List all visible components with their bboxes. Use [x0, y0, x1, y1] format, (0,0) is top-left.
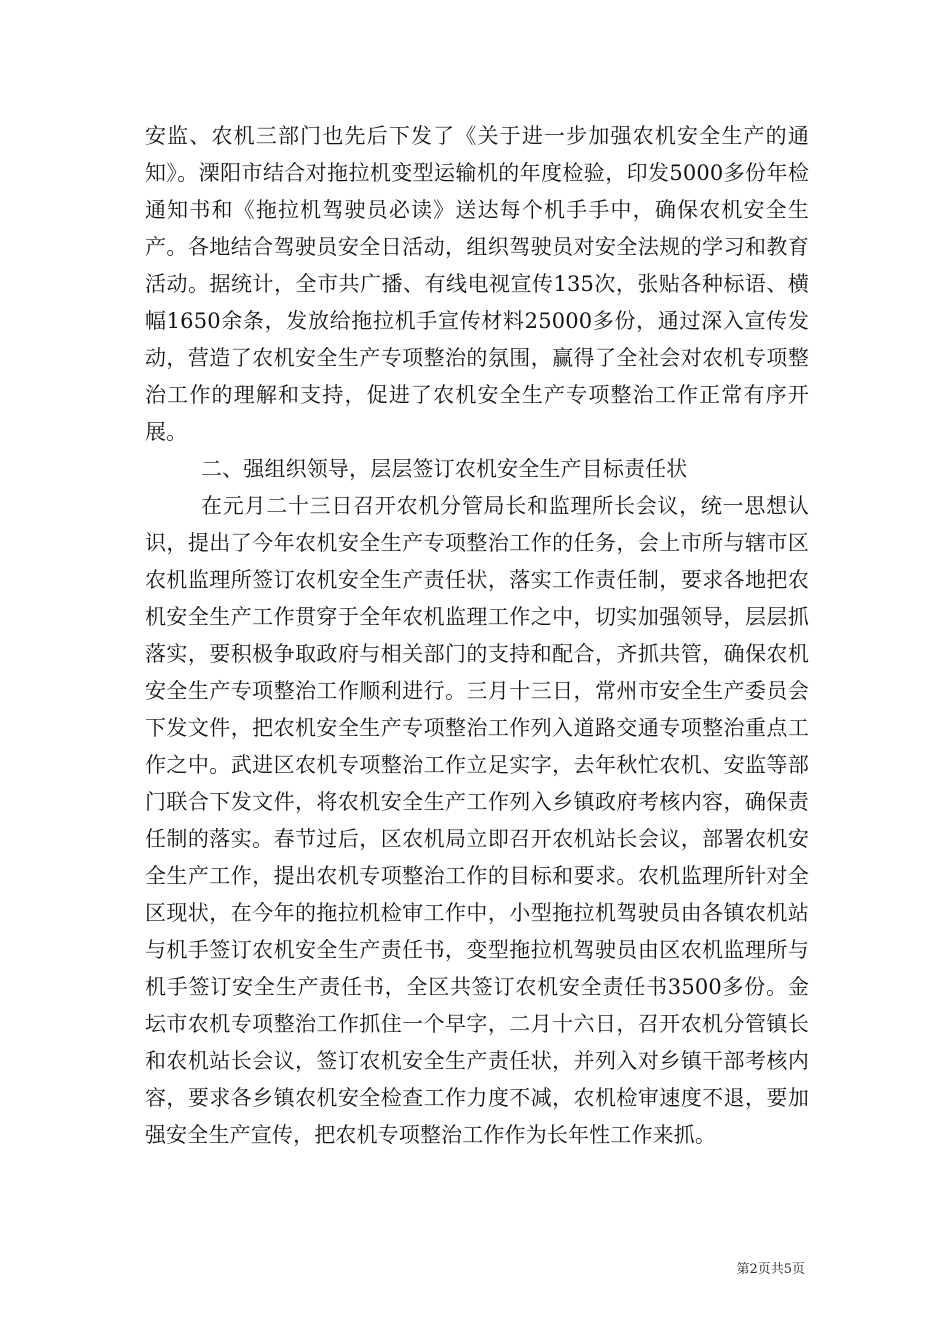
document-body: [145, 118, 809, 1154]
page-number-footer: 第2页共5页: [736, 1262, 805, 1277]
section-heading: 二、强组织领导，层层签订农机安全生产目标责任状: [201, 457, 688, 481]
paragraph-1: 安监、农机三部门也先后下发了《关于进一步加强农机安全生产的通知》。溧阳市结合对拖拉机变型运输机的年度检验，印发5000多份年检通知书和《拖拉机驾驶员必读》送达每个机手手中，确保农机安全生产。各地结合驾驶员安全日活动，组织驾驶员对安全法规的学习和教育活动。据统计，全市共广播、有线电视宣传135次，张贴各种标语、横幅1650余条，发放给拖拉机手宣传材料25000多份，通过深入宣传发动，营造了农机安全生产专项整治的氛围，赢得了全社会对农机专项整治工作的理解和支持，促进了农机安全生产专项整治工作正常有序开展。: [145, 124, 809, 444]
paragraph-2: 在元月二十三日召开农机分管局长和监理所长会议，统一思想认识，提出了今年农机安全生产专项整治工作的任务，会上市所与辖市区农机监理所签订农机安全生产责任状，落实工作责任制，要求各地把农机安全生产工作贯穿于全年农机监理工作之中，切实加强领导，层层抓落实，要积极争取政府与相关部门的支持和配合，齐抓共管，确保农机安全生产专项整治工作顺利进行。三月十三日，常州市安全生产委员会下发文件，把农机安全生产专项整治工作列入道路交通专项整治重点工作之中。武进区农机专项整治工作立足实字，去年秋忙农机、安监等部门联合下发文件，将农机安全生产工作列入乡镇政府考核内容，确保责任制的落实。春节过后，区农机局立即召开农机站长会议，部署农机安全生产工作，提出农机专项整治工作的目标和要求。农机监理所针对全区现状，在今年的拖拉机检审工作中，小型拖拉机驾驶员由各镇农机站与机手签订农机安全生产责任书，变型拖拉机驾驶员由区农机监理所与机手签订安全生产责任书，全区共签订农机安全责任书3500多份。金坛市农机专项整治工作抓住一个早字，二月十六日，召开农机分管镇长和农机站长会议，签订农机安全生产责任状，并列入对乡镇干部考核内容，要求各乡镇农机安全检查工作力度不减，农机检审速度不退，要加强安全生产宣传，把农机专项整治工作作为长年性工作来抓。: [145, 494, 809, 1147]
